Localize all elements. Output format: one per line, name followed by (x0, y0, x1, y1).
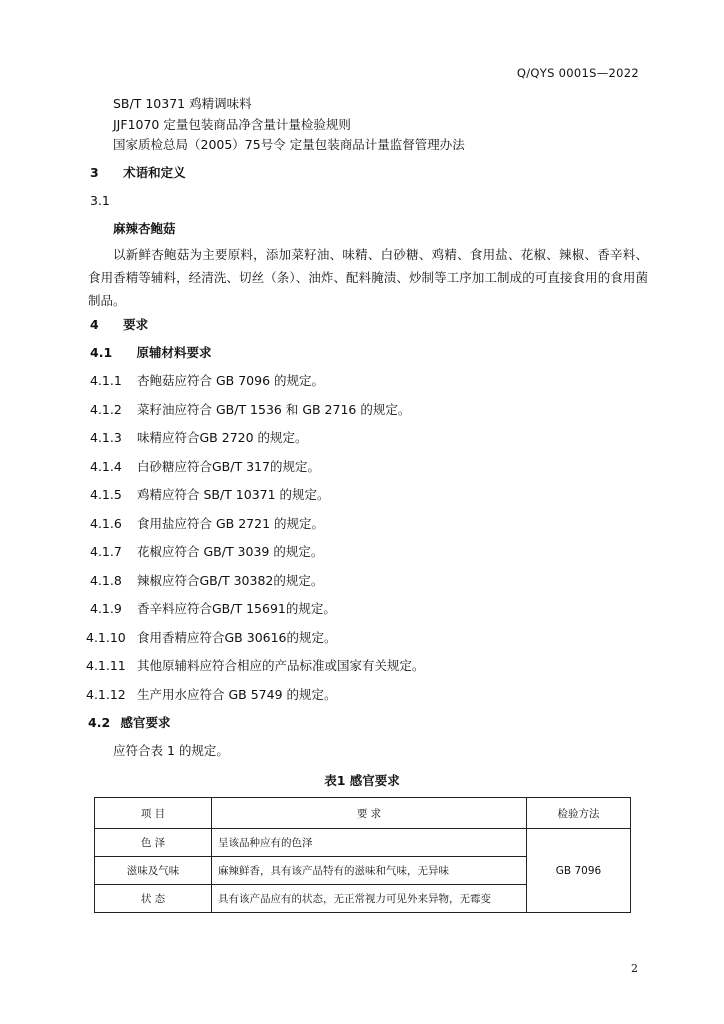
table-caption: 表1 感官要求 (324, 773, 400, 788)
subsection-heading (88, 714, 171, 732)
reference-line: SB/T 10371 鸡精调味料 (113, 96, 252, 111)
item-number: 4.1.2 (90, 402, 122, 417)
list-item (90, 372, 324, 390)
table-header-row (95, 798, 631, 829)
item-number: 4.1.8 (90, 573, 122, 588)
list-item (90, 401, 410, 419)
item-text: 食用盐应符合 GB 2721 的规定。 (137, 516, 324, 531)
item-number: 4.1.11 (86, 658, 126, 673)
item-text: 食用香精应符合GB 30616的规定。 (137, 630, 337, 645)
list-item (90, 543, 323, 561)
item-text: 香辛料应符合GB/T 15691的规定。 (137, 601, 336, 616)
list-item (86, 629, 337, 647)
section-number: 3.1 (90, 193, 110, 208)
list-item (90, 458, 320, 476)
term-definition: 以新鲜杏鲍菇为主要原料，添加菜籽油、味精、白砂糖、鸡精、食用盐、花椒、辣椒、香辛料、食用香精等辅料，经清洗、切丝（条）、油炸、配料腌渍、炒制等工序加工制成的可直接食用的食用菌制品。 (88, 247, 648, 308)
item-number: 4.1.7 (90, 544, 122, 559)
row-item: 色 泽 (95, 829, 212, 857)
page-number: 2 (631, 962, 638, 975)
item-text: 生产用水应符合 GB 5749 的规定。 (137, 687, 337, 702)
section-title: 原辅材料要求 (136, 345, 212, 360)
item-text: 杏鲍菇应符合 GB 7096 的规定。 (137, 373, 324, 388)
item-text: 花椒应符合 GB/T 3039 的规定。 (137, 544, 324, 559)
row-requirement: 呈该品种应有的色泽 (212, 829, 527, 857)
sensory-table (94, 797, 631, 913)
section-title: 感官要求 (120, 715, 171, 730)
item-text: 白砂糖应符合GB/T 317的规定。 (137, 459, 320, 474)
list-item (90, 429, 308, 447)
item-text: 鸡精应符合 SB/T 10371 的规定。 (137, 487, 330, 502)
document-code: Q/QYS 0001S—2022 (516, 66, 639, 80)
section-title: 要求 (123, 317, 149, 332)
section-heading (90, 164, 186, 182)
section-number: 3 (90, 165, 99, 180)
row-item: 滋味及气味 (95, 857, 212, 885)
item-text: 味精应符合GB 2720 的规定。 (137, 430, 308, 445)
section-title: 术语和定义 (123, 165, 186, 180)
list-item (86, 657, 425, 675)
header-method: 检验方法 (527, 798, 631, 829)
item-number: 4.1.3 (90, 430, 122, 445)
item-number: 4.1.12 (86, 687, 126, 702)
reference-line: 国家质检总局（2005）75号令 定量包装商品计量监督管理办法 (113, 137, 465, 152)
item-number: 4.1.5 (90, 487, 122, 502)
section-number: 4.1 (90, 345, 113, 360)
term-title: 麻辣杏鲍菇 (113, 221, 176, 236)
header-item: 项 目 (95, 798, 212, 829)
table-row (95, 829, 631, 857)
row-requirement: 麻辣鲜香，具有该产品特有的滋味和气味，无异味 (212, 857, 527, 885)
list-item (90, 572, 323, 590)
item-text: 菜籽油应符合 GB/T 1536 和 GB 2716 的规定。 (137, 402, 411, 417)
subsection-heading (90, 344, 212, 362)
list-item (90, 515, 324, 533)
test-method: GB 7096 (527, 829, 631, 913)
item-text: 辣椒应符合GB/T 30382的规定。 (137, 573, 324, 588)
item-number: 4.1.9 (90, 601, 122, 616)
section-number: 4.2 (88, 715, 111, 730)
list-item (90, 486, 330, 504)
item-number: 4.1.6 (90, 516, 122, 531)
intro-text: 应符合表 1 的规定。 (113, 743, 229, 758)
section-number: 4 (90, 317, 99, 332)
list-item (90, 600, 336, 618)
header-requirement: 要 求 (212, 798, 527, 829)
reference-line: JJF1070 定量包装商品净含量计量检验规则 (113, 117, 351, 132)
row-requirement: 具有该产品应有的状态，无正常视力可见外来异物，无霉变 (212, 885, 527, 913)
item-number: 4.1.10 (86, 630, 126, 645)
row-item: 状 态 (95, 885, 212, 913)
item-text: 其他原辅料应符合相应的产品标准或国家有关规定。 (137, 658, 425, 673)
item-number: 4.1.1 (90, 373, 122, 388)
item-number: 4.1.4 (90, 459, 122, 474)
list-item (86, 686, 337, 704)
section-heading (90, 316, 148, 334)
